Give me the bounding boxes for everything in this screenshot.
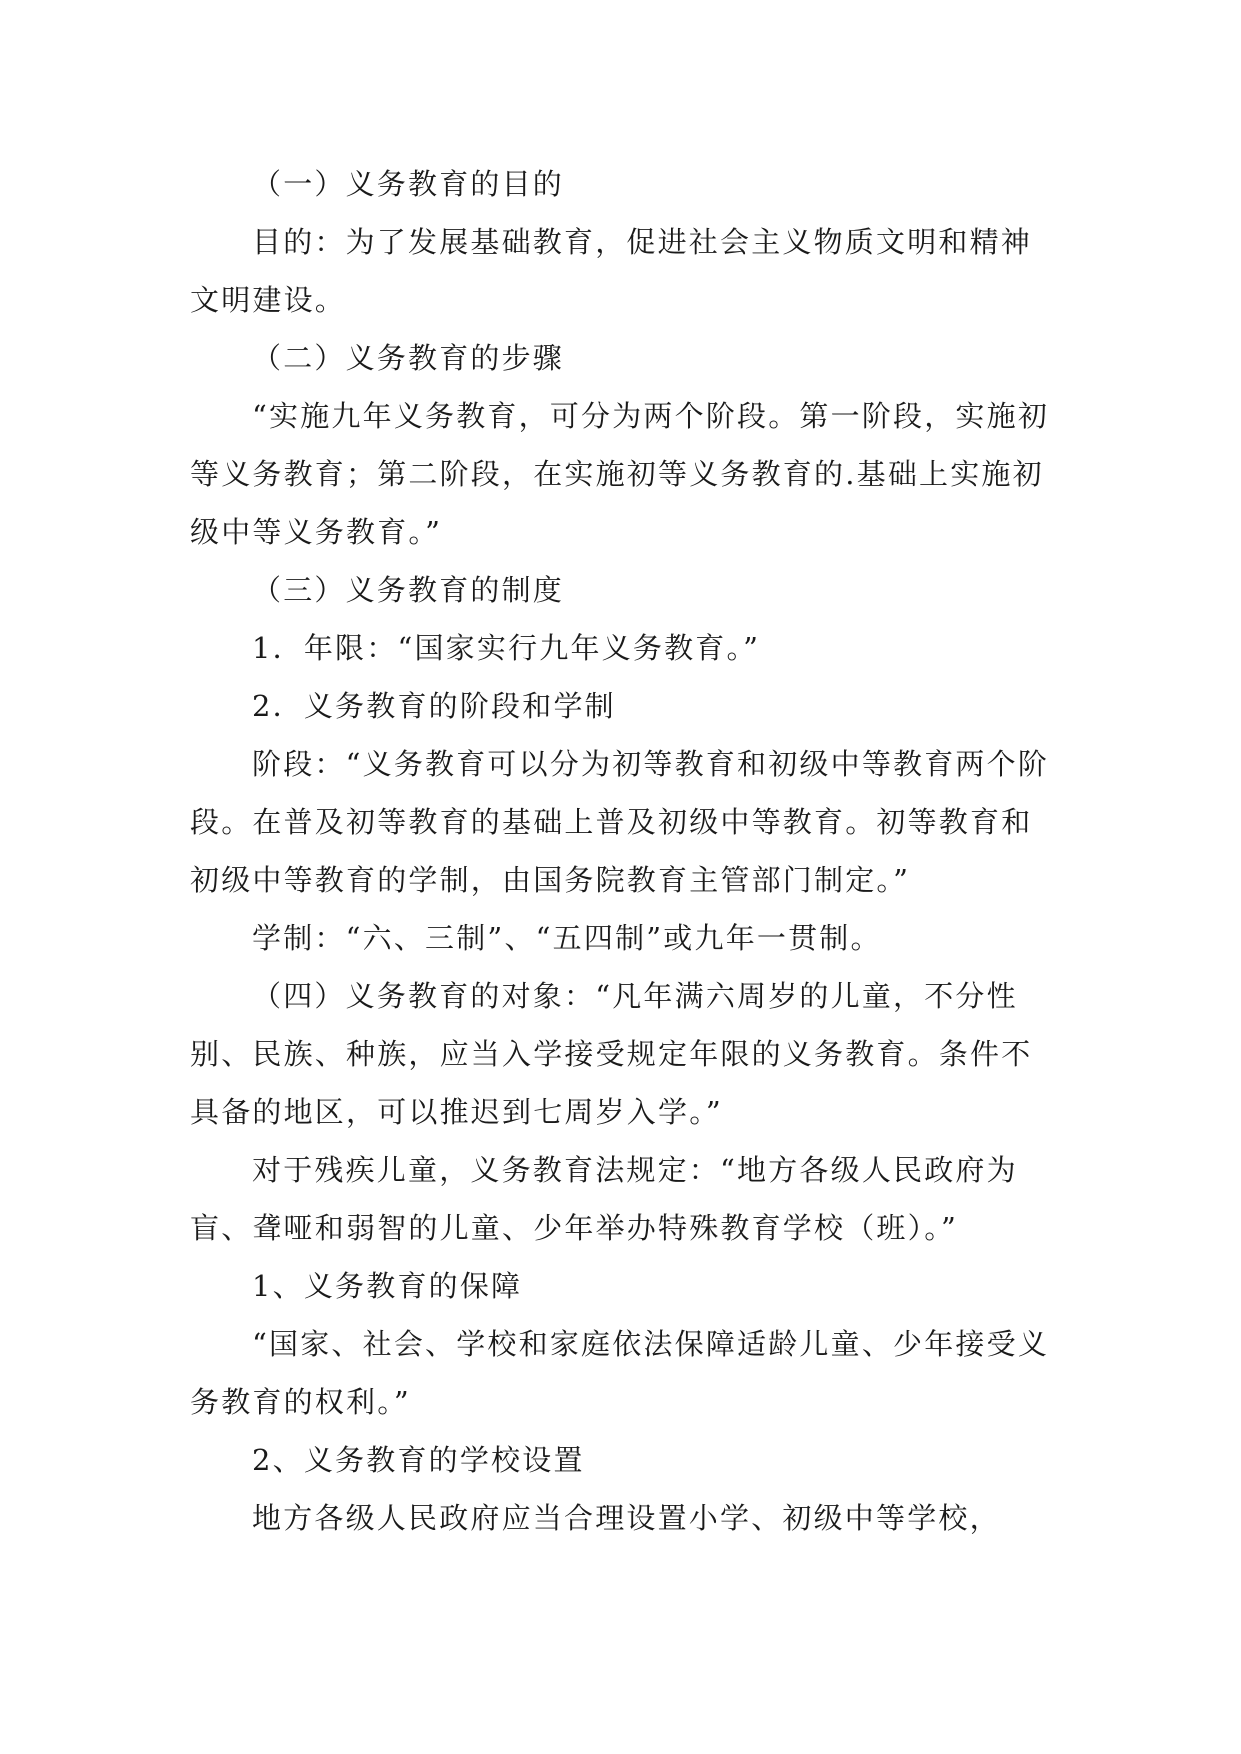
paragraph-steps: “实施九年义务教育，可分为两个阶段。第一阶段，实施初等义务教育；第二阶段，在实施初等义务教育的.基础上实施初级中等义务教育。” (190, 399, 1050, 549)
paragraph-target: （四）义务教育的对象：“凡年满六周岁的儿童，不分性别、民族、种族，应当入学接受规定年限的义务教育。条件不具备的地区，可以推迟到七周岁入学。” (190, 979, 1033, 1129)
paragraph-school-setup: 地方各级人民政府应当合理设置小学、初级中等学校， (252, 1501, 1001, 1535)
section-heading-3: （三）义务教育的制度 (252, 573, 565, 607)
paragraph-stages: 阶段：“义务教育可以分为初等教育和初级中等教育两个阶段。在普及初等教育的基础上普及初级中等教育。初等教育和初级中等教育的学制，由国务院教育主管部门制定。” (190, 747, 1050, 897)
section-heading-2: （二）义务教育的步骤 (252, 341, 565, 375)
paragraph-guarantee-title: 1、义务教育的保障 (252, 1269, 523, 1303)
paragraph-disabled-children: 对于残疾儿童，义务教育法规定：“地方各级人民政府为盲、聋哑和弱智的儿童、少年举办特殊教育学校（班）。” (190, 1153, 1018, 1245)
paragraph-school-system: 学制：“六、三制”、“五四制”或九年一贯制。 (252, 921, 882, 955)
section-heading-1: （一）义务教育的目的 (252, 167, 565, 201)
paragraph-purpose: 目的：为了发展基础教育，促进社会主义物质文明和精神文明建设。 (190, 225, 1033, 317)
document-body (190, 155, 1050, 1547)
paragraph-school-setup-title: 2、义务教育的学校设置 (252, 1443, 585, 1477)
paragraph-years: 1．年限：“国家实行九年义务教育。” (252, 631, 761, 665)
paragraph-guarantee: “国家、社会、学校和家庭依法保障适龄儿童、少年接受义务教育的权利。” (190, 1327, 1050, 1419)
paragraph-stages-title: 2．义务教育的阶段和学制 (252, 689, 616, 723)
